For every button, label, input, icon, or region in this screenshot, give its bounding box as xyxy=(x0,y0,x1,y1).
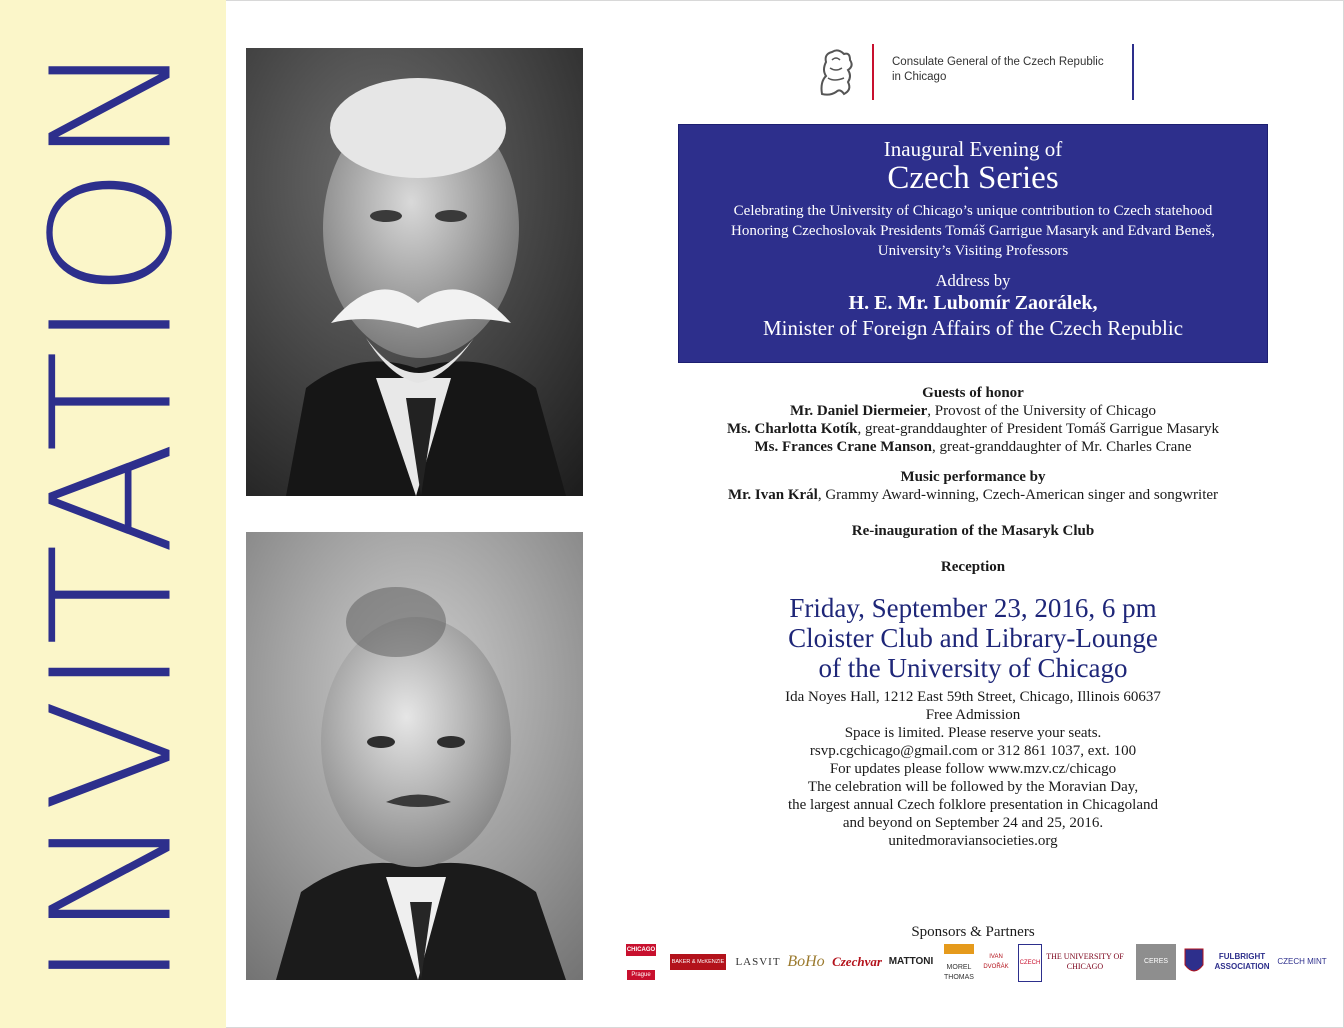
portrait-benes xyxy=(246,532,583,980)
free-admission: Free Admission xyxy=(925,707,1021,723)
czech-lion-icon xyxy=(814,46,858,98)
sponsor-logo: Czechvar xyxy=(832,954,882,969)
updates-link[interactable]: For updates please follow www.mzv.cz/chicago xyxy=(829,761,1117,777)
moravian-website[interactable]: unitedmoraviansocieties.org xyxy=(888,833,1058,849)
sponsor-logo: BoHo xyxy=(787,953,825,970)
hero-speaker-title: Minister of Foreign Affairs of the Czech Republic xyxy=(762,316,1184,340)
sponsor-logo: BAKER & McKENZIE xyxy=(664,944,732,980)
sponsor-logo: CZECH xyxy=(1018,944,1042,982)
invitation-banner xyxy=(0,0,226,1028)
program-info xyxy=(678,384,1268,576)
rsvp-contact[interactable]: rsvp.cgchicago@gmail.com or 312 861 1037, ext. 100 xyxy=(809,743,1137,759)
event-venue-line1: Cloister Club and Library-Lounge xyxy=(788,623,1158,653)
consulate-line1: Consulate General of the Czech Republic xyxy=(892,56,1104,68)
guest-item: Mr. Daniel Diermeier, Provost of the University of Chicago xyxy=(789,403,1157,419)
hero-pre-title: Inaugural Evening of xyxy=(883,137,1063,161)
sponsor-logo: MOREL THOMAS xyxy=(944,944,974,980)
hero-speaker: H. E. Mr. Lubomír Zaorálek, xyxy=(848,292,1098,314)
music-performer: Mr. Ivan Král, Grammy Award-winning, Czech-American singer and songwriter xyxy=(727,487,1219,503)
event-details xyxy=(678,593,1268,683)
sponsor-logo: CZECH MINT xyxy=(1277,957,1327,966)
consulate-header xyxy=(814,44,1134,100)
hero-desc-line2: Honoring Czechoslovak Presidents Tomáš Garrigue Masaryk and Edvard Beneš, xyxy=(731,223,1215,239)
sponsor-logo: CHICAGO Prague xyxy=(624,944,658,980)
hero-desc-line1: Celebrating the University of Chicago’s unique contribution to Czech statehood xyxy=(733,203,1213,219)
sponsor-logo: FULBRIGHT ASSOCIATION xyxy=(1214,952,1270,971)
space-limited: Space is limited. Please reserve your seats. xyxy=(844,725,1102,741)
hero-box xyxy=(678,124,1268,363)
reinauguration: Re-inauguration of the Masaryk Club xyxy=(851,523,1095,539)
sponsor-logo: LASVIT xyxy=(735,956,781,968)
event-venue-line2: of the University of Chicago xyxy=(818,653,1128,683)
moravian-line3: and beyond on September 24 and 25, 2016. xyxy=(842,815,1104,831)
red-divider xyxy=(872,44,874,100)
hero-description xyxy=(679,201,1267,261)
hero-address-by: Address by xyxy=(935,271,1011,290)
sponsor-logo: IVAN DVOŘÁK xyxy=(983,954,1009,970)
sponsor-logo xyxy=(1182,944,1206,980)
reception: Reception xyxy=(940,559,1006,575)
event-address: Ida Noyes Hall, 1212 East 59th Street, Chicago, Illinois 60637 xyxy=(785,689,1161,705)
blue-divider xyxy=(1132,44,1134,100)
event-date: Friday, September 23, 2016, 6 pm xyxy=(789,593,1157,623)
hero-desc-line3: University’s Visiting Professors xyxy=(877,243,1069,259)
crest-icon xyxy=(1183,947,1205,977)
invitation-content xyxy=(620,0,1344,1028)
consulate-text xyxy=(892,55,1104,85)
sponsor-logo: MATTONI xyxy=(888,956,934,967)
hero-series-title: Czech Series xyxy=(887,160,1059,196)
music-heading: Music performance by xyxy=(900,469,1046,485)
banner-word: INVITATION xyxy=(16,38,210,990)
guest-item: Ms. Frances Crane Manson, great-granddaughter of Mr. Charles Crane xyxy=(754,439,1192,455)
sponsors-title: Sponsors & Partners xyxy=(911,924,1035,940)
portrait-masaryk xyxy=(246,48,583,496)
sponsor-logo: THE UNIVERSITY OF CHICAGO xyxy=(1046,952,1124,971)
consulate-line2: in Chicago xyxy=(892,71,947,83)
moravian-line2: the largest annual Czech folklore presentation in Chicagoland xyxy=(787,797,1159,813)
guests-heading: Guests of honor xyxy=(922,385,1024,401)
sponsor-logos xyxy=(624,944,1340,984)
sponsor-logo: CERES xyxy=(1136,944,1176,980)
moravian-line1: The celebration will be followed by the Moravian Day, xyxy=(807,779,1139,795)
guest-item: Ms. Charlotta Kotík, great-granddaughter of President Tomáš Garrigue Masaryk xyxy=(727,421,1219,437)
event-logistics xyxy=(678,688,1268,850)
